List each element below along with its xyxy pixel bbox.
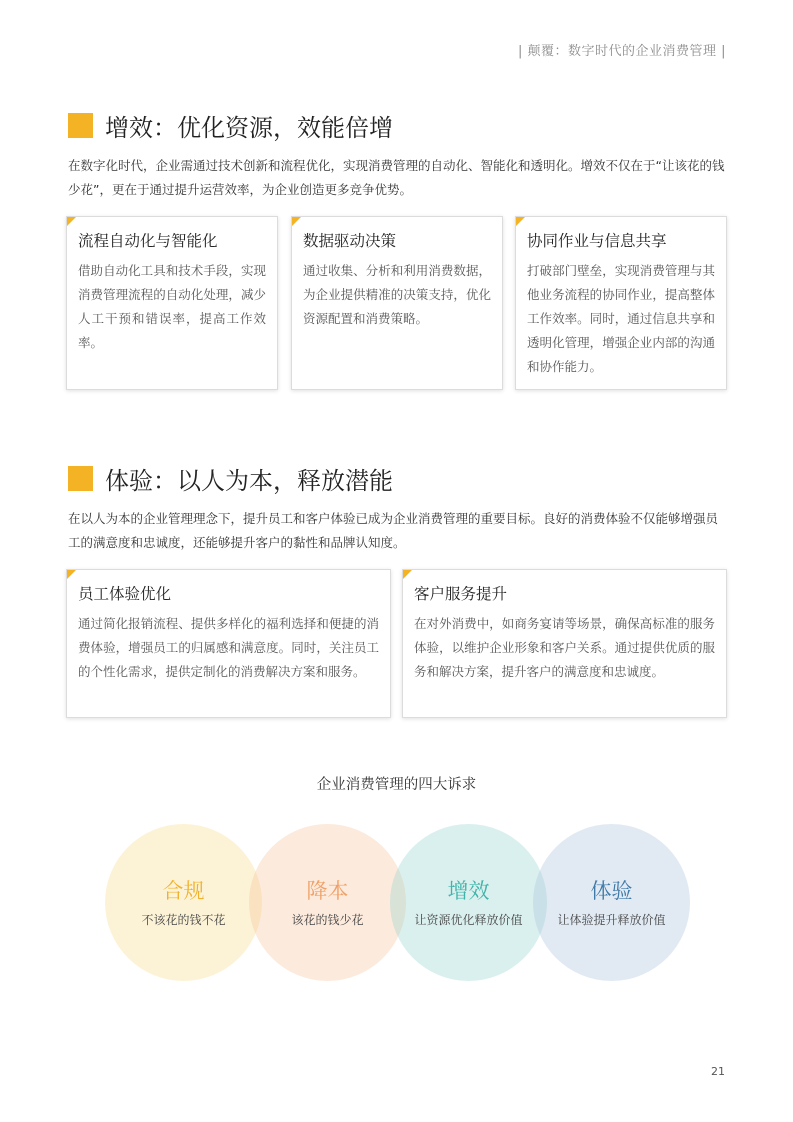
section-paragraph: 在数字化时代，企业需通过技术创新和流程优化，实现消费管理的自动化、智能化和透明化。增效不仅在于“让该花的钱少花”，更在于通过提升运营效率，为企业创造更多竞争优势。 — [68, 158, 725, 197]
section-title-text: 体验：以人为本，释放潜能 — [105, 467, 393, 495]
circle-label: 体验 — [590, 879, 633, 903]
corner-marker — [67, 570, 76, 579]
venn-circle-cost — [249, 824, 406, 981]
venn-title: 企业消费管理的四大诉求 — [316, 777, 477, 793]
venn-circle-compliance — [105, 824, 262, 981]
venn-circle-experience — [533, 824, 690, 981]
circle-desc: 该花的钱少花 — [291, 913, 364, 927]
feature-card — [291, 216, 503, 390]
feature-card — [66, 569, 391, 718]
section-title-text: 增效：优化资源，效能倍增 — [105, 114, 393, 142]
circle-label: 增效 — [447, 879, 490, 903]
page-number: 21 — [711, 1065, 725, 1078]
feature-card — [515, 216, 727, 390]
section-marker — [68, 466, 93, 491]
card-body: 借助自动化工具和技术手段，实现消费管理流程的自动化处理，减少人工干预和错误率，提高工作效率。 — [78, 263, 266, 350]
section-title-efficiency — [68, 108, 393, 143]
circle-desc: 让资源优化释放价值 — [414, 913, 523, 927]
card-title: 数据驱动决策 — [303, 232, 397, 250]
corner-marker — [67, 217, 76, 226]
corner-marker — [292, 217, 301, 226]
card-title: 流程自动化与智能化 — [78, 232, 218, 250]
circle-label: 降本 — [306, 879, 349, 903]
running-header: | 颠覆：数字时代的企业消费管理 | — [517, 44, 726, 59]
card-body: 通过收集、分析和利用消费数据，为企业提供精准的决策支持，优化资源配置和消费策略。 — [303, 263, 491, 326]
card-title: 员工体验优化 — [78, 585, 172, 603]
corner-marker — [403, 570, 412, 579]
card-body: 打破部门壁垒，实现消费管理与其他业务流程的协同作业，提高整体工作效率。同时，通过信息共享和透明化管理，增强企业内部的沟通和协作能力。 — [527, 263, 715, 374]
corner-marker — [516, 217, 525, 226]
circle-desc: 不该花的钱不花 — [141, 913, 226, 927]
circle-desc: 让体验提升释放价值 — [557, 913, 666, 927]
section-marker — [68, 113, 93, 138]
card-title: 客户服务提升 — [414, 585, 508, 603]
card-body: 在对外消费中，如商务宴请等场景，确保高标准的服务体验，以维护企业形象和客户关系。通过提供优质的服务和解决方案，提升客户的满意度和忠诚度。 — [414, 616, 715, 679]
section-paragraph: 在以人为本的企业管理理念下，提升员工和客户体验已成为企业消费管理的重要目标。良好的消费体验不仅能够增强员工的满意度和忠诚度，还能够提升客户的黏性和品牌认知度。 — [68, 511, 719, 550]
feature-card — [402, 569, 727, 718]
card-title: 协同作业与信息共享 — [527, 232, 667, 250]
card-body: 通过简化报销流程、提供多样化的福利选择和便捷的消费体验，增强员工的归属感和满意度。同时，关注员工的个性化需求，提供定制化的消费解决方案和服务。 — [78, 616, 379, 679]
feature-card — [66, 216, 278, 390]
section-title-experience — [68, 461, 393, 496]
venn-circle-efficiency — [390, 824, 547, 981]
circle-label: 合规 — [162, 879, 205, 903]
